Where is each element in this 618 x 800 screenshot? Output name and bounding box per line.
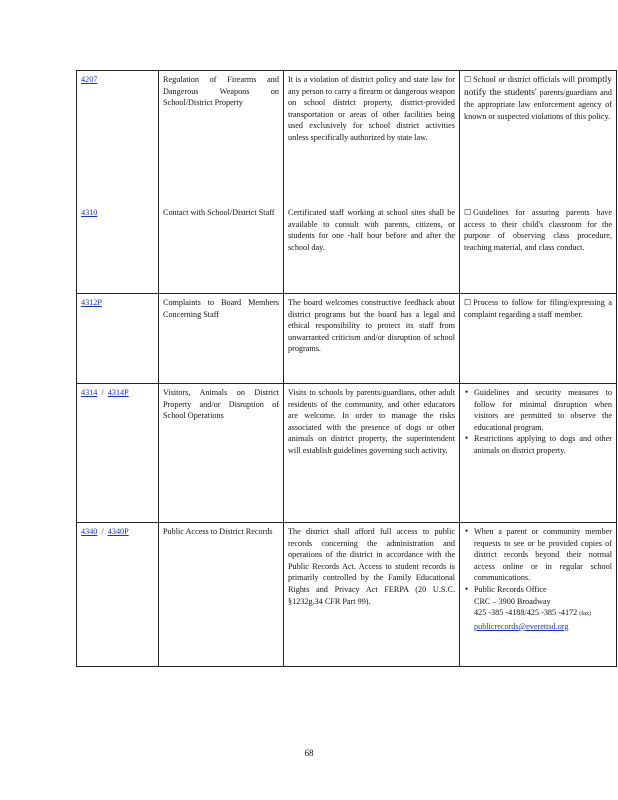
policy-description-cell xyxy=(284,71,460,205)
rights-item: ☐ School or district officials will promptly notify the students' parents/guardians and the appropriate law enforcement agency of known or suspected violations of this policy. xyxy=(464,75,612,121)
contact-fax-label: (fax) xyxy=(579,611,591,618)
policy-description: Certificated staff working at school sites shall be available to consult with parents, citizens, or students for one -half hour before and after the school day. xyxy=(288,208,455,252)
policy-description-cell xyxy=(284,384,460,523)
policy-title: Visitors, Animals on District Property and/or Disruption of School Operations xyxy=(163,388,279,421)
policy-link-4314p[interactable]: 4314P xyxy=(107,388,129,397)
policy-title: Contact with School/District Staff xyxy=(163,208,275,217)
policy-table xyxy=(76,70,617,667)
policy-rights-cell xyxy=(460,71,617,205)
policy-description-cell xyxy=(284,294,460,384)
policy-rights-cell xyxy=(460,204,617,294)
policy-link-4340p[interactable]: 4340P xyxy=(107,527,129,536)
policy-number-cell xyxy=(77,71,159,205)
checkbox-icon: ☐ xyxy=(464,208,472,217)
table-row xyxy=(77,204,617,294)
table-row xyxy=(77,384,617,523)
list-item xyxy=(474,584,612,632)
policy-description-cell xyxy=(284,204,460,294)
policy-description-cell xyxy=(284,523,460,667)
table-row xyxy=(77,71,617,205)
policy-title: Complaints to Board Members Concerning Staff xyxy=(163,298,279,319)
policy-rights-cell xyxy=(460,523,617,667)
contact-title: Public Records Office xyxy=(474,584,547,594)
policy-description: The district shall afford full access to public records concerning the administration and operations of the district in accordance with the Public Records Act. Access to student records is primarily controlled by the Family Educational Rights and Privacy Act FERPA (20 U.S.C. §1232g.34 CFR Part 99). xyxy=(288,527,455,606)
policy-title: Regulation of Firearms and Dangerous Weapons on School/District Property xyxy=(163,75,279,108)
rights-list xyxy=(464,526,612,632)
list-item: • When a parent or community member requests to see or be provided copies of district records beyond their normal access online or in regular school communications. xyxy=(474,526,612,584)
policy-title-cell xyxy=(159,71,284,205)
table-row xyxy=(77,523,617,667)
policy-rights-cell xyxy=(460,294,617,384)
policy-number-cell xyxy=(77,294,159,384)
rights-emphasis: promptly notify the students' xyxy=(464,75,612,98)
policy-title-cell xyxy=(159,384,284,523)
list-item: • Guidelines and security measures to follow for minimal disruption when visitors are permitted to observe the educational program. xyxy=(474,387,612,433)
policy-link-4340[interactable]: 4340 xyxy=(81,527,98,536)
page-number: 68 xyxy=(304,748,314,758)
policy-number-cell: 4340 / 4340P xyxy=(77,523,159,667)
contact-address: CRC – 3900 Broadway xyxy=(474,596,551,606)
rights-list xyxy=(464,387,612,457)
rights-item: ☐ Guidelines for assuring parents have access to their child's classroom for the purpose of observing class procedure, teaching material, and class conduct. xyxy=(464,208,612,252)
checkbox-icon: ☐ xyxy=(464,75,472,84)
list-item: • Restrictions applying to dogs and other animals on district property. xyxy=(474,433,612,456)
policy-description: The board welcomes constructive feedback about district programs but the board has a legal and ethical responsibility to protect its staff from unwarranted criticism and/or disruption of school programs. xyxy=(288,298,455,354)
policy-number-cell: 4314 / 4314P xyxy=(77,384,159,523)
policy-rights-cell xyxy=(460,384,617,523)
checkbox-icon: ☐ xyxy=(464,298,472,307)
policy-link-4314[interactable]: 4314 xyxy=(81,388,98,397)
policy-link-4207[interactable]: 4207 xyxy=(81,75,98,84)
policy-title-cell xyxy=(159,294,284,384)
contact-phone: 425 -385 -4188/425 -385 -4172 xyxy=(474,608,578,618)
policy-description: It is a violation of district policy and state law for any person to carry a firearm or dangerous weapon on school district property, district-provided transportation or areas of other facilities being used exclusively for school district activities unless specifically authorized by state law. xyxy=(288,75,455,142)
contact-email-link[interactable]: publicrecords@everettsd.org xyxy=(474,621,569,631)
policy-title: Public Access to District Records xyxy=(163,527,273,536)
policy-title-cell xyxy=(159,204,284,294)
policy-link-4312p[interactable]: 4312P xyxy=(81,298,102,307)
policy-description: Visits to schools by parents/guardians, other adult residents of the community, and other educators are welcome. In order to manage the risks associated with the presence of dogs or other animals on district property, the superintendent will establish guidelines governing such activity. xyxy=(288,388,455,455)
policy-link-4310[interactable]: 4310 xyxy=(81,208,98,217)
rights-item: ☐ Process to follow for filing/expressing a complaint regarding a staff member. xyxy=(464,298,612,319)
policy-number-cell xyxy=(77,204,159,294)
policy-title-cell xyxy=(159,523,284,667)
table-row xyxy=(77,294,617,384)
